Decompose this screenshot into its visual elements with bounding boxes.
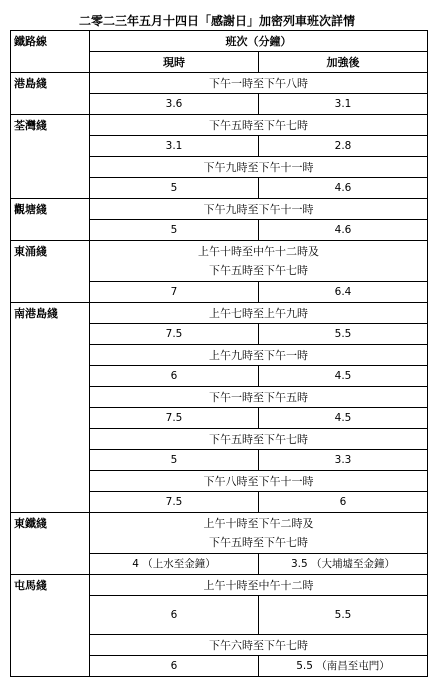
table-header-row (11, 31, 428, 52)
period-label: 下午一時至下午八時 (90, 73, 428, 94)
current-value: 6 (90, 656, 259, 677)
line-name-tungchung: 東涌綫 (11, 241, 90, 303)
period-label: 上午七時至上午九時 (90, 303, 428, 324)
period-label: 下午九時至下午十一時 (90, 199, 428, 220)
enhanced-value: 4.6 (259, 220, 428, 241)
period-line-2: 下午五時至下午七時 (209, 536, 308, 549)
enhanced-value: 5.5 (259, 324, 428, 345)
table-row (11, 73, 428, 94)
table-row (11, 575, 428, 596)
current-value: 7.5 (90, 492, 259, 513)
page-title: 二零二三年五月十四日「感謝日」加密列車班次詳情 (78, 14, 355, 28)
enhanced-value: 5.5 (259, 596, 428, 635)
period-line-1: 上午十時至中午十二時及 (198, 245, 319, 258)
period-label: 上午九時至下午一時 (90, 345, 428, 366)
enhanced-value: 4.6 (259, 178, 428, 199)
current-value: 7 (90, 282, 259, 303)
enhanced-value: 4.5 (259, 408, 428, 429)
period-label: 下午五時至下午七時 (90, 115, 428, 136)
line-name-tuenma: 屯馬綫 (11, 575, 90, 677)
table-row (11, 241, 428, 282)
current-value: 6 (90, 366, 259, 387)
enhanced-value: 3.5 （大埔墟至金鐘） (259, 554, 428, 575)
table-row (11, 513, 428, 554)
line-name-tsuenwan: 荃灣綫 (11, 115, 90, 199)
header-enhanced: 加強後 (259, 52, 428, 73)
enhanced-value: 2.8 (259, 136, 428, 157)
line-name-kwuntong: 觀塘綫 (11, 199, 90, 241)
table-row (11, 115, 428, 136)
period-label: 下午九時至下午十一時 (90, 157, 428, 178)
current-value: 3.1 (90, 136, 259, 157)
enhanced-value: 3.3 (259, 450, 428, 471)
current-value: 5 (90, 450, 259, 471)
period-label: 下午八時至下午十一時 (90, 471, 428, 492)
table-row (11, 199, 428, 220)
period-label (90, 241, 428, 282)
enhanced-value: 6.4 (259, 282, 428, 303)
current-value: 7.5 (90, 324, 259, 345)
current-value: 6 (90, 596, 259, 635)
line-name-island: 港島綫 (11, 73, 90, 115)
current-value: 7.5 (90, 408, 259, 429)
enhanced-value: 3.1 (259, 94, 428, 115)
period-label: 下午一時至下午五時 (90, 387, 428, 408)
period-label: 下午五時至下午七時 (90, 429, 428, 450)
table-row (11, 303, 428, 324)
header-interval: 班次（分鐘） (90, 31, 428, 52)
period-label (90, 513, 428, 554)
enhanced-value: 5.5 （南昌至屯門） (259, 656, 428, 677)
line-name-southisland: 南港島綫 (11, 303, 90, 513)
header-current: 現時 (90, 52, 259, 73)
current-value: 3.6 (90, 94, 259, 115)
line-name-eastrail: 東鐵綫 (11, 513, 90, 575)
current-value: 5 (90, 220, 259, 241)
period-line-2: 下午五時至下午七時 (209, 264, 308, 277)
period-line-1: 上午十時至下午二時及 (203, 517, 314, 530)
train-frequency-table (10, 30, 428, 677)
enhanced-value: 4.5 (259, 366, 428, 387)
header-line: 鐵路線 (11, 31, 90, 73)
current-value: 4 （上水至金鐘） (90, 554, 259, 575)
period-label: 上午十時至中午十二時 (90, 575, 428, 596)
current-value: 5 (90, 178, 259, 199)
period-label: 下午六時至下午七時 (90, 635, 428, 656)
enhanced-value: 6 (259, 492, 428, 513)
